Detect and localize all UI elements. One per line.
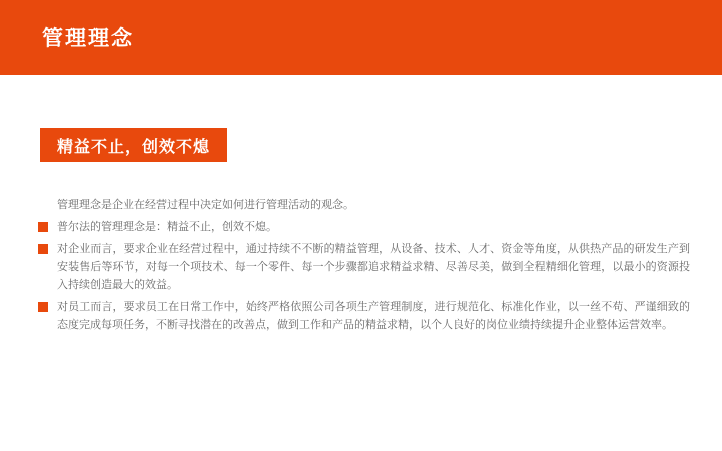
bullet-item-text: 对员工而言，要求员工在日常工作中，始终严格依照公司各项生产管理制度，进行规范化、标准化作业，以一丝不苟、严谨细致的态度完成每项任务，不断寻找潜在的改善点，做到工作和产品的精益求精，以个人良好的岗位业绩持续提升企业整体运营效率。 [57,300,690,331]
bullet-item [38,240,690,294]
page-header-banner [0,0,722,75]
bullet-item-text: 普尔法的管理理念是：精益不止，创效不熄。 [57,220,277,233]
square-bullet-icon [38,222,48,232]
bullet-item-text: 对企业而言，要求企业在经营过程中，通过持续不不断的精益管理，从设备、技术、人才、资金等角度，从供热产品的研发生产到安装售后等环节，对每一个项技术、每一个零件、每一个步骤都追求精益求精、尽善尽美，做到全程精细化管理，以最小的资源投入持续创造最大的效益。 [57,242,690,291]
body-content [38,196,690,338]
square-bullet-icon [38,244,48,254]
bullet-item [38,298,690,334]
slogan-badge [40,128,227,162]
square-bullet-icon [38,302,48,312]
bullet-item [38,218,690,236]
page-title: 管理理念 [42,26,134,50]
slogan-badge-label: 精益不止，创效不熄 [57,136,211,156]
intro-paragraph: 管理理念是企业在经营过程中决定如何进行管理活动的观念。 [57,198,354,211]
